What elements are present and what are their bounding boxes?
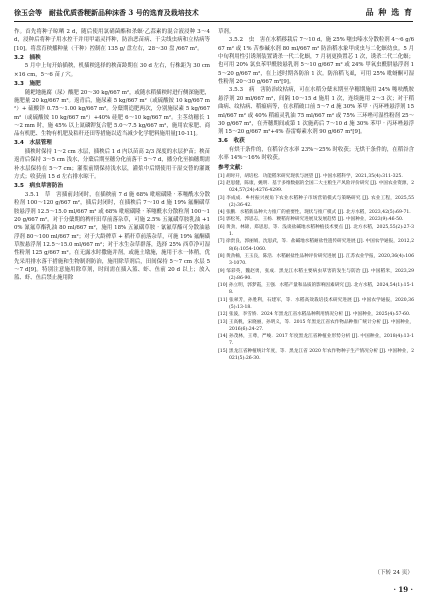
right-column-body (218, 28, 414, 163)
reference-item: [9] 邹彩英，魏赵勇，张成．黑龙江水稻主要病虫草害的发生与防治 [J]. 中国稻米，2023,29(2):86-90. (218, 268, 414, 281)
body-paragraph (14, 62, 210, 79)
paragraph-text: 插秧时保持 1～2 cm 水层，插秧后 1 d 内以苗高 2/3 深度的水层护苗；秧苗返青后保持 3～5 cm 浅水，分蘖后期至穗分化前落干 5～7 d，播分化至抽穗期需补水层保持在 5～7 cm；灌浆前期保持浅水层，灌浆中后期使用干湿交替的灌溉方式；收获前 15 d 左右排水晾干。 (14, 149, 210, 180)
section-tag: 品 种 选 育 (365, 7, 413, 17)
section-heading: 3.3 施肥 (14, 81, 41, 88)
section-heading: 3.5 病虫草害防治 (14, 183, 64, 190)
body-paragraph (218, 146, 414, 163)
header-rule (14, 21, 413, 22)
reference-item: [13] 王高帆，宋晓丽，孙明义，等．2015 年黑龙江省农作物品种推广统计分析 [J]. 中国种业，2016(6):24-27. (218, 319, 414, 332)
paragraph-text: 防治纹枯病，可在水稻分蘖末期至孕穗期施用 24% 噻呋酰胺悬浮剂 20 ml/667 m²，间隔 10～15 d 施用 1 次，连续施用 2～3 次；对于稻曲病、纹枯病、稻瘟病等，在水稻破口前 5～7 d 施 30% 苯甲 · 丙环唑悬浮剂 15 ml/667 m² 或 40% 稻瘟灵乳油 75 ml/667 m² 或 75% 三环唑可湿性粉剂 25～30 g/667 m²，在齐穗期间或第 1 次施药后 7～10 d 施 30% 苯甲 · 丙环唑悬浮剂 15～20 g/667 m²+4% 春雷霉素水剂 90 g/667 m²[9]。 (218, 87, 414, 136)
reference-item: [11] 张翠芳，孙胜利，石建军，等．水稻高效栽培技术研究进展 [J]. 中国农学通报，2020,36(5):13-18. (218, 297, 414, 310)
paragraph-text: 随耙地施腐（尿）酸肥 20～30 kg/667 m²，或随水稻插秧时进行侧深施肥，施肥量 20 kg/667 m²。返青后，施尿素 5 kg/667 m²（或硫酸铵 10 kg/667 m²）+ 硫酸锌 0.75～1.00 kg/667 m²。分蘖期追肥两次，分别施尿素 5 kg/667 m²（或硫酸铵 10 kg/667 m²）+40% 硅肥 6～10 kg/667 m²。主茎幼穗长 1～2 mm 时，施 45% 以上氮磷钾复合肥 5.0～7.5 kg/667 m²，施用农家肥、商品有机肥、生物有机肥及秸秆还田等措施以适当减少化学肥料施用量[10-11]。 (14, 89, 210, 138)
reference-item: [3] 李成成．乡村振兴视角下农业水稻种子市场营销模式与策略研究 [J]. 农业工程，2025,55(2):36-42. (218, 195, 414, 208)
subsection-heading: 3.5.3 病 害 (228, 87, 267, 94)
paragraph-text: 有烘干条件的，在稻谷含水率 23%～25% 时收获；无烘干条件的，在稻谷含水率 14%～16% 时收获。 (218, 147, 414, 162)
subsection-heading: 3.5.2 虫 害 (228, 37, 266, 44)
body-paragraph (14, 148, 210, 181)
left-column (14, 28, 210, 567)
reference-item: [4] 张鹏．水稻新品种大力推广的重要性、现状与推广模式 [J]. 北方水稻，2023,42(5):69-71. (218, 210, 411, 216)
references-heading: 参考文献： (218, 164, 246, 171)
continuation-note: （下转 24 页） (374, 570, 413, 576)
reference-item: [6] 黄劲，林锦，郑思思，等．浅谈盐碱地水稻种植技术要点 [J]. 北方水稻，2025,55(2):27-31. (218, 224, 414, 238)
reference-item: [8] 黄劲楠，王玉良，陈浩．水稻耐盐性品种评价研究进展 [J]. 江苏农业学报，2020,36(4):1063-1070. (218, 253, 414, 267)
reference-item: [10] 孙立明，郭梦霞，王强．水稻产量和品质的影响因素研究 [J]. 北方水稻，2024,54(1):15-18. (218, 283, 414, 296)
references-list (218, 173, 414, 363)
section-heading: 3.6 收获 (218, 138, 245, 145)
body-paragraph (14, 28, 210, 53)
body-paragraph (218, 28, 414, 36)
running-header (14, 6, 413, 19)
reference-item: [12] 张波，李雪娇．2024 年黑龙江省水稻品种利用情况分析 [J]. 中国种业，2025(4):57-60. (218, 312, 411, 318)
paragraph-text: 在水稻移栽后 7～10 d，施 25% 噻虫嗪水分散粒剂 4～6 g/667 m² 或 1% 苦参碱水剂 80 ml/667 m² 防治稻水象甲成虫与二化螟幼虫。5 月中旬利用性引诱剂装置诱杀一代二化螟，7 月初更换置芯 1 次，诱杀二代二化螟；也可用 20% 氯虫苯甲酰胺悬乳剂 5～10 g/667 m² 或 24% 甲氧虫酰肼悬浮剂 15～20 g/667 m²，在上述时期各防治 1 次。防治稻飞虱，可用 25% 吡蚜酮可湿性粉剂 20～30 g/667 m²[9]。 (218, 37, 414, 86)
reference-item: [15] 黑龙江省种植统计年度，等．黑龙江省 2020 年农作物种子生产情况分析 [J]. 中国种业，2021(5):26-30. (218, 348, 414, 362)
body-paragraph (218, 86, 414, 136)
paragraph-text: 草剂。 (218, 29, 235, 35)
reference-item: [7] 徐贵良，郭丽娟，沈思武，等．盐碱地水稻耐盐性遗传研究进展 [J]. 中国农学通报，2012,28(6):1054-1060. (218, 239, 414, 252)
section-heading: 3.4 水层管理 (14, 140, 52, 147)
body-paragraph (14, 191, 210, 283)
reference-item: [1] 胡时开，胡培松．功能稻米研究现状与展望 [J]. 中国水稻科学，2021,35(4):311-325. (218, 173, 403, 179)
paragraph-text: 插前封闭时，在插秧前 7 d 施 68% 吡嘧磺隆 · 苯噻酰水分散粒剂 100～120 g/667 m²，插后封闭时，在插秧后 7～10 d 施 19% 氟酮磺草胺悬浮剂 12.5～15.0 ml/667 m² 或 68% 吡嘧磺隆 · 苯噻酰水分散粒剂 100～120 g/667 m²。对于分蘖期的稗杆田草前落杂草，可施 2.5% 五氟磺草胺乳油 +10% 氰氟草酯乳油 80 ml/667 m²，施用 18% 五氟磺草胺 · 氰氟草酯可分散油悬浮剂 80～100 ml/667 m²；对于大龄稗草 + 稻秆草前落杂草，可施 19% 氟酮磺草胺悬浮剂 12.5～15.0 ml/667 m²；对于水生杂草群落，选择 25% 西草净可湿性粉剂 125 g/667 m²。在无露水时撒施并剂，或施土墩施，施用于水一体稍，优先采用排水落干措施和生物制剂防治，施用除草剂后，田间保持 5～7 cm 水层 5～7 d[9]。特别注意施用除草剂，时间需在插入篮、虾、鱼前 20 d 以上；放入篮、虾、鱼后禁止施用除 (14, 191, 210, 282)
subsection-heading: 3.5.1 草 害 (24, 191, 62, 198)
running-header-title: 徐玉会等 耐盐优质香粳新品种沫香 3 号的选育及栽培技术 (14, 8, 199, 17)
body-paragraph (14, 89, 210, 139)
body-paragraph (218, 36, 414, 86)
reference-item: [2] 赵思健，陈康，姚明．基于多维数据的全国二大主粮生产风险评价研究 [J]. 中国农业资源，2024,57(24):4276-4299. (218, 180, 414, 194)
right-column (218, 28, 414, 567)
paragraph-text: 作。首先将种子晾晒 2 d，随后使用氯硝菌酯和杀螟·乙蒜素的混合液浸种 3～4 d，浸种后将种子用水控干并用甲霜灵拌种，防治恶苗病、干尖线虫病和立枯病等[10]。将盘育秧播种量（干种）控制在 135 g/ 盘左右，28～30 盘 /667 m²。 (14, 29, 210, 52)
reference-item: [14] 孙茂林，王尊，严峻．2017 年度黑龙江省种植业形势分析 [J]. 中国种业，2018(4):13-17. (218, 334, 414, 347)
paragraph-text: 5 月中上旬开始插秧，机插秧选择的秧苗龄期在 30 d 左右，行株距为 30 cm×16 cm，5～6 苗 / 穴。 (14, 63, 210, 78)
section-heading: 3.2 插秧 (14, 54, 41, 61)
page-number: · 19 · (393, 585, 413, 594)
reference-item: [5] 郭松英，郭思志，王杨．粳稻育种研究进展及发展趋势 [J]. 中国种业，2023(9):46-50. (218, 217, 404, 223)
